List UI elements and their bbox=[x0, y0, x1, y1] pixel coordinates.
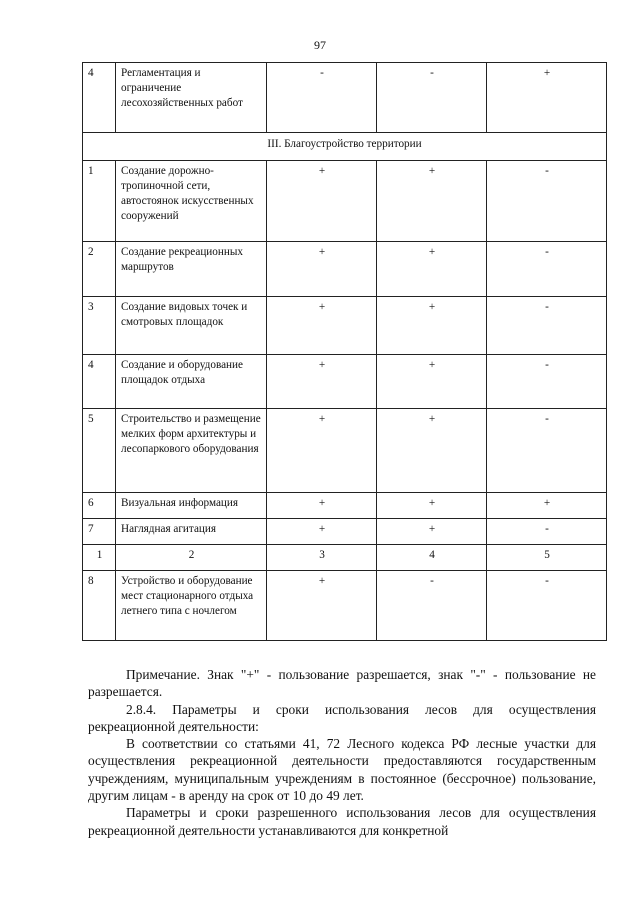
column-number: 1 bbox=[83, 545, 116, 571]
row-mark: + bbox=[267, 493, 377, 519]
row-mark: - bbox=[487, 297, 607, 355]
row-number: 1 bbox=[83, 161, 116, 242]
row-mark: + bbox=[487, 493, 607, 519]
table-row bbox=[83, 519, 607, 545]
row-mark: + bbox=[377, 519, 487, 545]
table-row bbox=[83, 355, 607, 409]
table-row bbox=[83, 63, 607, 133]
row-mark: + bbox=[377, 161, 487, 242]
row-mark: + bbox=[377, 242, 487, 297]
row-name: Создание рекреационных маршрутов bbox=[116, 242, 267, 297]
column-number: 5 bbox=[487, 545, 607, 571]
body-text bbox=[88, 666, 596, 839]
row-number: 7 bbox=[83, 519, 116, 545]
body-paragraph: В соответствии со статьями 41, 72 Лесного кодекса РФ лесные участки для осуществления рекреационной деятельности предоставляются государственным учреждениям, муниципальным учреждениям в постоянное (бессрочное) пользование, другим лицам - в аренду на срок от 10 до 49 лет. bbox=[88, 736, 596, 804]
row-name: Создание дорожно-тропиночной сети, автостоянок искусственных сооружений bbox=[116, 161, 267, 242]
row-name: Создание и оборудование площадок отдыха bbox=[116, 355, 267, 409]
section-paragraph: 2.8.4. Параметры и сроки использования лесов для осуществления рекреационной деятельности: bbox=[88, 701, 596, 734]
body-paragraph: Параметры и сроки разрешенного использования лесов для осуществления рекреационной деятельности устанавливаются для конкретной bbox=[88, 805, 596, 838]
activity-table bbox=[82, 62, 607, 641]
row-name: Строительство и размещение мелких форм архитектуры и лесопаркового оборудования bbox=[116, 409, 267, 493]
column-number: 4 bbox=[377, 545, 487, 571]
row-number: 3 bbox=[83, 297, 116, 355]
row-name: Наглядная агитация bbox=[116, 519, 267, 545]
row-name: Визуальная информация bbox=[116, 493, 267, 519]
row-number: 4 bbox=[83, 63, 116, 133]
row-mark: + bbox=[267, 519, 377, 545]
table-row bbox=[83, 297, 607, 355]
note-paragraph: Примечание. Знак "+" - пользование разрешается, знак "-" - пользование не разрешается. bbox=[88, 667, 596, 700]
row-number: 2 bbox=[83, 242, 116, 297]
row-name: Устройство и оборудование мест стационарного отдыха летнего типа с ночлегом bbox=[116, 571, 267, 641]
row-mark: + bbox=[267, 571, 377, 641]
column-number: 3 bbox=[267, 545, 377, 571]
row-mark: - bbox=[487, 355, 607, 409]
row-mark: - bbox=[487, 571, 607, 641]
page-number: 97 bbox=[314, 38, 326, 52]
row-mark: - bbox=[377, 571, 487, 641]
row-name: Создание видовых точек и смотровых площадок bbox=[116, 297, 267, 355]
row-mark: - bbox=[487, 519, 607, 545]
row-number: 6 bbox=[83, 493, 116, 519]
row-number: 5 bbox=[83, 409, 116, 493]
table-row bbox=[83, 571, 607, 641]
row-number: 4 bbox=[83, 355, 116, 409]
row-number: 8 bbox=[83, 571, 116, 641]
table-row bbox=[83, 161, 607, 242]
column-number: 2 bbox=[116, 545, 267, 571]
row-mark: + bbox=[377, 493, 487, 519]
row-mark: + bbox=[267, 242, 377, 297]
row-mark: + bbox=[267, 409, 377, 493]
table-row bbox=[83, 409, 607, 493]
section-header-row bbox=[83, 133, 607, 161]
row-mark: + bbox=[377, 297, 487, 355]
row-mark: - bbox=[487, 161, 607, 242]
row-mark: - bbox=[377, 63, 487, 133]
row-mark: + bbox=[377, 355, 487, 409]
row-mark: + bbox=[267, 161, 377, 242]
row-mark: + bbox=[487, 63, 607, 133]
row-mark: - bbox=[487, 242, 607, 297]
row-mark: + bbox=[377, 409, 487, 493]
row-mark: - bbox=[267, 63, 377, 133]
table-row bbox=[83, 242, 607, 297]
row-mark: + bbox=[267, 297, 377, 355]
section-title: III. Благоустройство территории bbox=[83, 133, 607, 161]
row-mark: - bbox=[487, 409, 607, 493]
column-number-row bbox=[83, 545, 607, 571]
table-row bbox=[83, 493, 607, 519]
row-mark: + bbox=[267, 355, 377, 409]
row-name: Регламентация и ограничение лесохозяйственных работ bbox=[116, 63, 267, 133]
